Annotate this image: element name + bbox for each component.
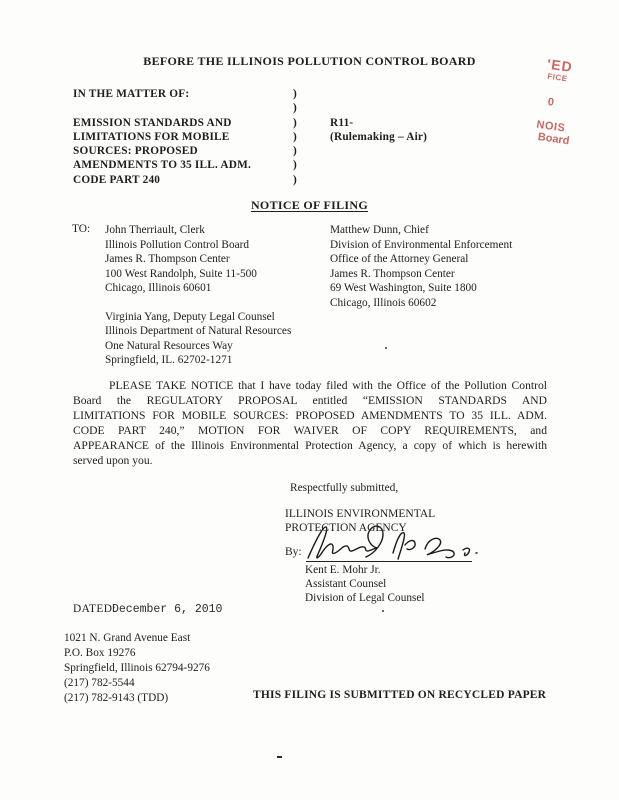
recipient-name: Matthew Dunn, Chief: [330, 224, 429, 236]
caption-paren: ): [293, 88, 297, 100]
agency-footer-address: [64, 631, 210, 706]
footer-city: Springfield, Illinois 62794-9276: [64, 661, 210, 674]
caption-row: [73, 144, 553, 158]
caption-paren: ): [293, 145, 297, 158]
caption-right-text: [330, 87, 553, 101]
stamp-fragment-date: 0: [547, 96, 555, 109]
docket-number: R11-: [330, 116, 354, 129]
caption-left-text: LIMITATIONS FOR MOBILE: [73, 130, 230, 143]
closing-phrase: Respectfully submitted,: [290, 482, 399, 494]
recipient-clerk-address: [105, 223, 257, 296]
caption-right-text: [330, 144, 553, 158]
recipient-dnr-address: [105, 310, 291, 368]
recipient-attorney-general-address: [330, 223, 512, 311]
notice-of-filing-heading-text: NOTICE OF FILING: [250, 198, 369, 212]
scan-artifact-dot: [385, 347, 387, 349]
caption-left-text: [73, 101, 293, 115]
signer-division: Division of Legal Counsel: [305, 591, 425, 604]
footer-tdd-phone: (217) 782-9143 (TDD): [64, 691, 169, 704]
signer-identity: [305, 564, 425, 605]
rulemaking-type: (Rulemaking – Air): [330, 130, 428, 143]
recipient-org: Office of the Attorney General: [330, 253, 469, 266]
caption-left-text: EMISSION STANDARDS AND: [73, 116, 232, 129]
agency-name-line1: ILLINOIS ENVIRONMENTAL: [285, 508, 436, 520]
caption-right-text: [330, 173, 553, 187]
recipient-street: One Natural Resources Way: [105, 339, 233, 352]
signer-name: Kent E. Mohr Jr.: [305, 564, 381, 576]
notice-body-paragraph: [73, 378, 547, 469]
notice-of-filing-heading: [0, 198, 619, 213]
caption-row: [73, 87, 553, 101]
body-line: served upon you.: [73, 454, 153, 468]
body-line: CODE PART 240,” MOTION FOR WAIVER OF COPY REQUIREMENTS, and: [73, 424, 547, 438]
caption-paren: ): [293, 159, 297, 172]
caption-left-text: SOURCES: PROPOSED: [73, 145, 198, 158]
caption-paren: ): [293, 173, 297, 186]
recipient-city: Springfield, IL. 62702-1271: [105, 354, 233, 367]
footer-po-box: P.O. Box 19276: [64, 646, 136, 659]
caption-row: [73, 130, 553, 144]
recipient-org: Illinois Pollution Control Board: [105, 238, 250, 251]
recipient-building: James R. Thompson Center: [330, 267, 455, 280]
to-label: TO:: [72, 223, 91, 235]
footer-phone: (217) 782-5544: [64, 676, 135, 689]
recipient-division: Division of Environmental Enforcement: [330, 238, 513, 251]
case-caption: [73, 87, 553, 187]
recipient-building: James R. Thompson Center: [105, 253, 230, 266]
caption-paren: ): [293, 116, 297, 129]
caption-row: [73, 116, 553, 130]
caption-right-text: [330, 158, 553, 172]
dated-label: DATED:: [73, 603, 116, 615]
stamp-fragment-received: 'ED: [546, 55, 574, 76]
caption-row: [73, 158, 553, 172]
scan-artifact-dash: [277, 756, 282, 758]
recipient-city: Chicago, Illinois 60601: [105, 282, 212, 295]
body-line: Board the REGULATORY PROPOSAL entitled “EMISSION STANDARDS AND: [73, 394, 547, 408]
agency-name-line2: PROTECTION AGENCY: [285, 522, 407, 535]
recipient-name: John Therriault, Clerk: [105, 224, 205, 236]
signer-title: Assistant Counsel: [305, 577, 387, 590]
by-label: By:: [285, 546, 302, 558]
signature-line: [306, 561, 472, 562]
caption-paren: ): [293, 102, 297, 115]
caption-row: [73, 101, 553, 115]
court-title: BEFORE THE ILLINOIS POLLUTION CONTROL BOARD: [143, 54, 476, 68]
stamp-fragment-office: FICE: [546, 71, 569, 84]
footer-street: 1021 N. Grand Avenue East: [64, 632, 191, 644]
recycled-paper-notice: THIS FILING IS SUBMITTED ON RECYCLED PAPER: [253, 689, 547, 701]
caption-left-text: CODE PART 240: [73, 173, 161, 186]
caption-left-text: IN THE MATTER OF:: [73, 88, 190, 100]
caption-right-text: [330, 101, 553, 115]
body-line: LIMITATIONS FOR MOBILE SOURCES: PROPOSED AMENDMENTS TO 35 ILL. ADM.: [73, 409, 547, 423]
recipient-city: Chicago, Illinois 60602: [330, 296, 437, 309]
caption-row: [73, 173, 553, 187]
stamp-fragment-board: Board: [537, 131, 571, 148]
handwritten-signature: [303, 522, 483, 566]
scan-artifact-dot: [382, 610, 384, 612]
recipient-name: Virginia Yang, Deputy Legal Counsel: [105, 311, 275, 323]
recipient-street: 69 West Washington, Suite 1800: [330, 282, 477, 295]
stamp-fragment-illinois: NOIS: [535, 118, 567, 135]
body-line: PLEASE TAKE NOTICE that I have today filed with the Office of the Pollution Control: [109, 379, 547, 392]
caption-left-text: AMENDMENTS TO 35 ILL. ADM.: [73, 159, 252, 172]
caption-paren: ): [293, 130, 297, 143]
dated-value: December 6, 2010: [112, 603, 223, 616]
body-line: APPEARANCE of the Illinois Environmental Protection Agency, a copy of which is herewith: [73, 439, 547, 453]
recipient-street: 100 West Randolph, Suite 11-500: [105, 267, 257, 280]
recipient-org: Illinois Department of Natural Resources: [105, 325, 292, 338]
